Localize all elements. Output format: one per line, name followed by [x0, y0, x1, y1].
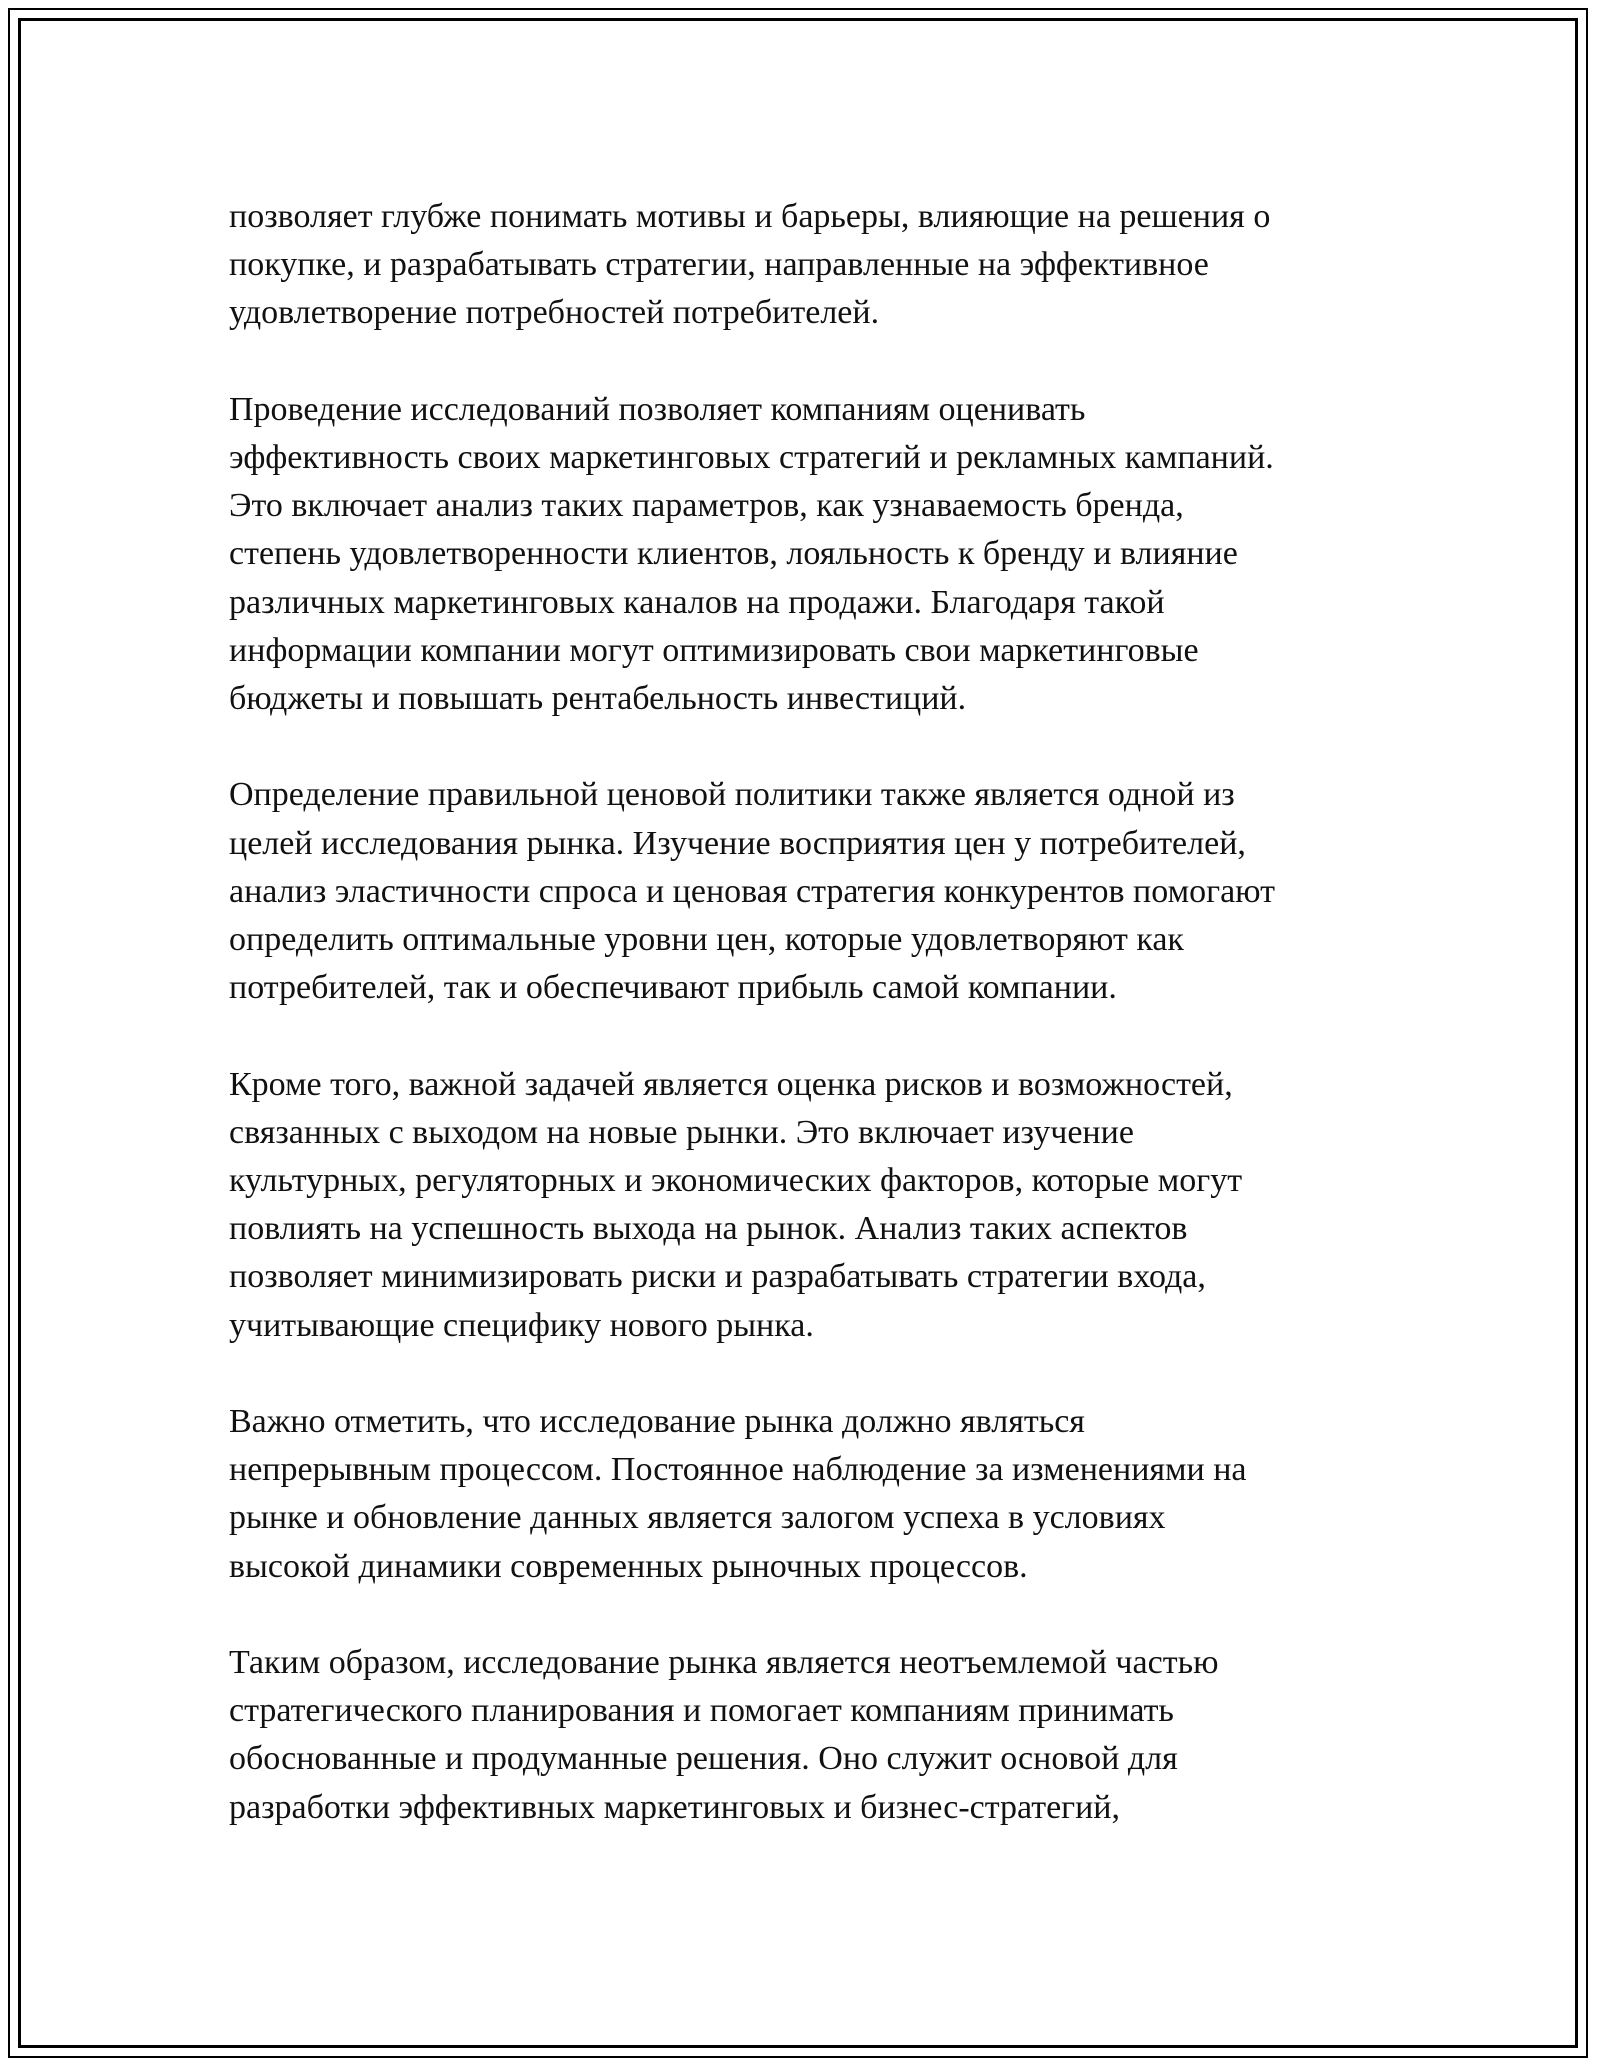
paragraph — [229, 1061, 1379, 1350]
paragraph — [229, 1639, 1379, 1832]
text-line: связанных с выходом на новые рынки. Это включает изучение — [229, 1113, 1134, 1151]
text-line: удовлетворение потребностей потребителей. — [229, 294, 880, 332]
text-line: покупке, и разрабатывать стратегии, направленные на эффективное — [229, 246, 1209, 284]
text-line: разработки эффективных маркетинговых и бизнес-стратегий, — [229, 1788, 1121, 1826]
text-line: анализ эластичности спроса и ценовая стратегия конкурентов помогают — [229, 872, 1275, 910]
text-line: Это включает анализ таких параметров, как узнаваемость бренда, — [229, 487, 1184, 525]
document-body — [229, 193, 1379, 1880]
text-line: учитывающие специфику нового рынка. — [229, 1306, 814, 1344]
text-line: позволяет минимизировать риски и разрабатывать стратегии входа, — [229, 1258, 1206, 1296]
text-line: Определение правильной ценовой политики также является одной из — [229, 776, 1235, 814]
text-line: степень удовлетворенности клиентов, лояльность к бренду и влияние — [229, 535, 1238, 573]
paragraph — [229, 386, 1379, 723]
text-line: культурных, регуляторных и экономических факторов, которые могут — [229, 1162, 1243, 1200]
text-line: целей исследования рынка. Изучение восприятия цен у потребителей, — [229, 824, 1246, 862]
text-line: определить оптимальные уровни цен, которые удовлетворяют как — [229, 921, 1184, 959]
text-line: непрерывным процессом. Постоянное наблюдение за изменениями на — [229, 1451, 1247, 1489]
text-line: эффективность своих маркетинговых стратегий и рекламных кампаний. — [229, 439, 1274, 476]
text-line: различных маркетинговых каналов на продажи. Благодаря такой — [229, 583, 1165, 621]
text-line: бюджеты и повышать рентабельность инвестиций. — [229, 680, 967, 718]
text-line: позволяет глубже понимать мотивы и барьеры, влияющие на решения о — [229, 198, 1271, 235]
text-line: обоснованные и продуманные решения. Оно служит основой для — [229, 1740, 1178, 1778]
text-line: Таким образом, исследование рынка является неотъемлемой частью — [229, 1644, 1219, 1682]
paragraph — [229, 1398, 1379, 1591]
text-line: потребителей, так и обеспечивают прибыль самой компании. — [229, 969, 1117, 1007]
text-line: стратегического планирования и помогает компаниям принимать — [229, 1692, 1174, 1730]
text-line: высокой динамики современных рыночных процессов. — [229, 1547, 1028, 1585]
text-line: Важно отметить, что исследование рынка должно являться — [229, 1403, 1085, 1441]
text-line: рынке и обновление данных является залогом успеха в условиях — [229, 1499, 1166, 1537]
document-page — [8, 8, 1588, 2058]
text-line: информации компании могут оптимизировать свои маркетинговые — [229, 631, 1199, 669]
text-line: Проведение исследований позволяет компаниям оценивать — [229, 390, 1086, 428]
text-line: повлиять на успешность выхода на рынок. Анализ таких аспектов — [229, 1210, 1188, 1248]
text-line: Кроме того, важной задачей является оценка рисков и возможностей, — [229, 1065, 1233, 1103]
paragraph — [229, 771, 1379, 1012]
paragraph — [229, 193, 1379, 338]
